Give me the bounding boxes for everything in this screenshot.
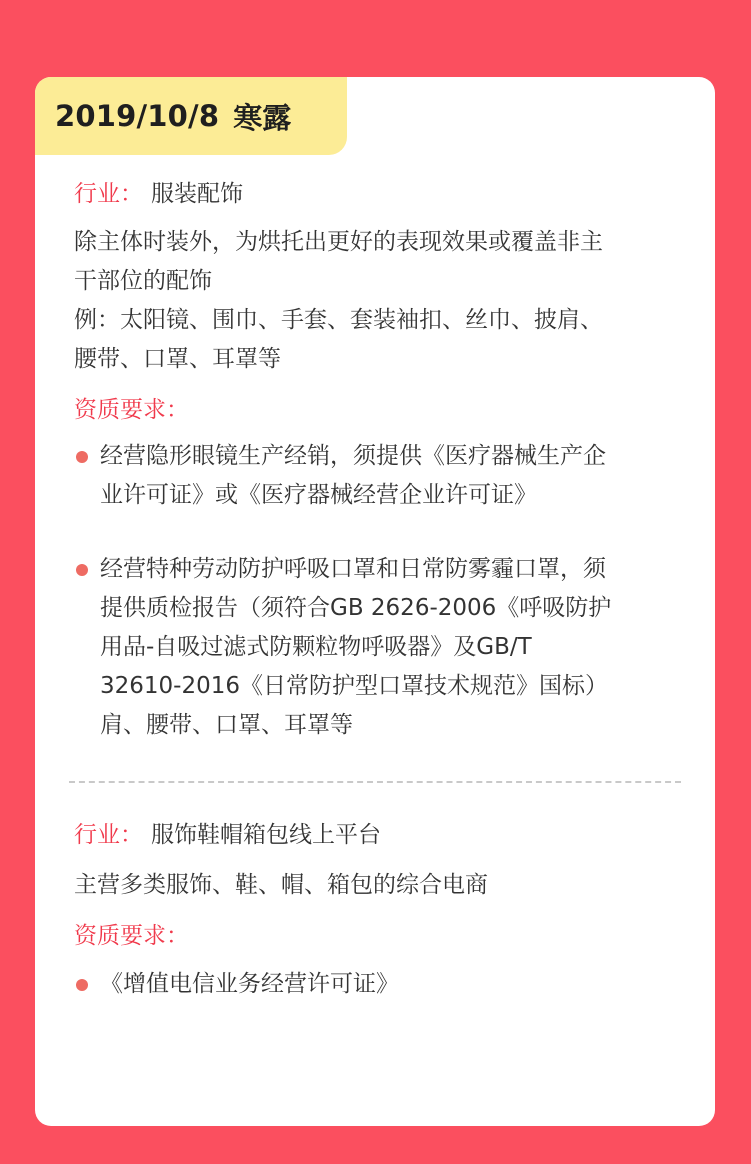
qualification-label: 资质要求：	[74, 397, 189, 423]
requirement-line: 经营特种劳动防护呼吸口罩和日常防雾霾口罩，须	[100, 556, 606, 582]
requirement-line: 提供质检报告（须符合GB 2626-2006《呼吸防护	[100, 595, 612, 621]
requirement-line: 肩、腰带、口罩、耳罩等	[100, 712, 353, 738]
industry-label: 行业：	[74, 822, 143, 848]
bullet-dot-icon	[76, 564, 88, 576]
bullet-dot-icon	[76, 979, 88, 991]
description-line: 腰带、口罩、耳罩等	[74, 346, 281, 372]
requirement-item	[74, 437, 687, 515]
requirement-line: 《增值电信业务经营许可证》	[100, 971, 399, 997]
section-divider	[69, 781, 681, 783]
industry-description	[74, 866, 687, 905]
description-line: 除主体时装外，为烘托出更好的表现效果或覆盖非主	[74, 229, 603, 255]
requirement-item	[74, 965, 687, 1004]
bullet-dot-icon	[76, 451, 88, 463]
industry-value: 服饰鞋帽箱包线上平台	[151, 822, 381, 848]
industry-section-online-platform	[74, 818, 687, 1004]
industry-description	[74, 223, 687, 379]
requirement-list	[74, 437, 687, 745]
industry-line	[74, 177, 687, 211]
description-line: 例：太阳镜、围巾、手套、套装袖扣、丝巾、披肩、	[74, 307, 603, 333]
qualification-label: 资质要求：	[74, 923, 189, 949]
solar-term-text: 寒露	[233, 100, 292, 135]
requirement-list	[74, 965, 687, 1004]
industry-line	[74, 818, 687, 852]
card-content	[74, 177, 687, 1004]
industry-value: 服装配饰	[151, 181, 243, 207]
info-card	[35, 77, 715, 1126]
date-tab	[35, 77, 347, 155]
requirement-line: 业许可证》或《医疗器械经营企业许可证》	[100, 482, 537, 508]
description-line: 主营多类服饰、鞋、帽、箱包的综合电商	[74, 872, 488, 898]
date-text: 2019/10/8	[55, 99, 220, 133]
description-line: 干部位的配饰	[74, 268, 212, 294]
requirement-line: 用品-自吸过滤式防颗粒物呼吸器》及GB/T	[100, 634, 532, 660]
industry-section-apparel-accessories	[74, 177, 687, 745]
requirement-item	[74, 550, 687, 745]
requirement-line: 经营隐形眼镜生产经销，须提供《医疗器械生产企	[100, 443, 606, 469]
industry-label: 行业：	[74, 181, 143, 207]
requirement-line: 32610-2016《日常防护型口罩技术规范》国标）	[100, 673, 608, 699]
